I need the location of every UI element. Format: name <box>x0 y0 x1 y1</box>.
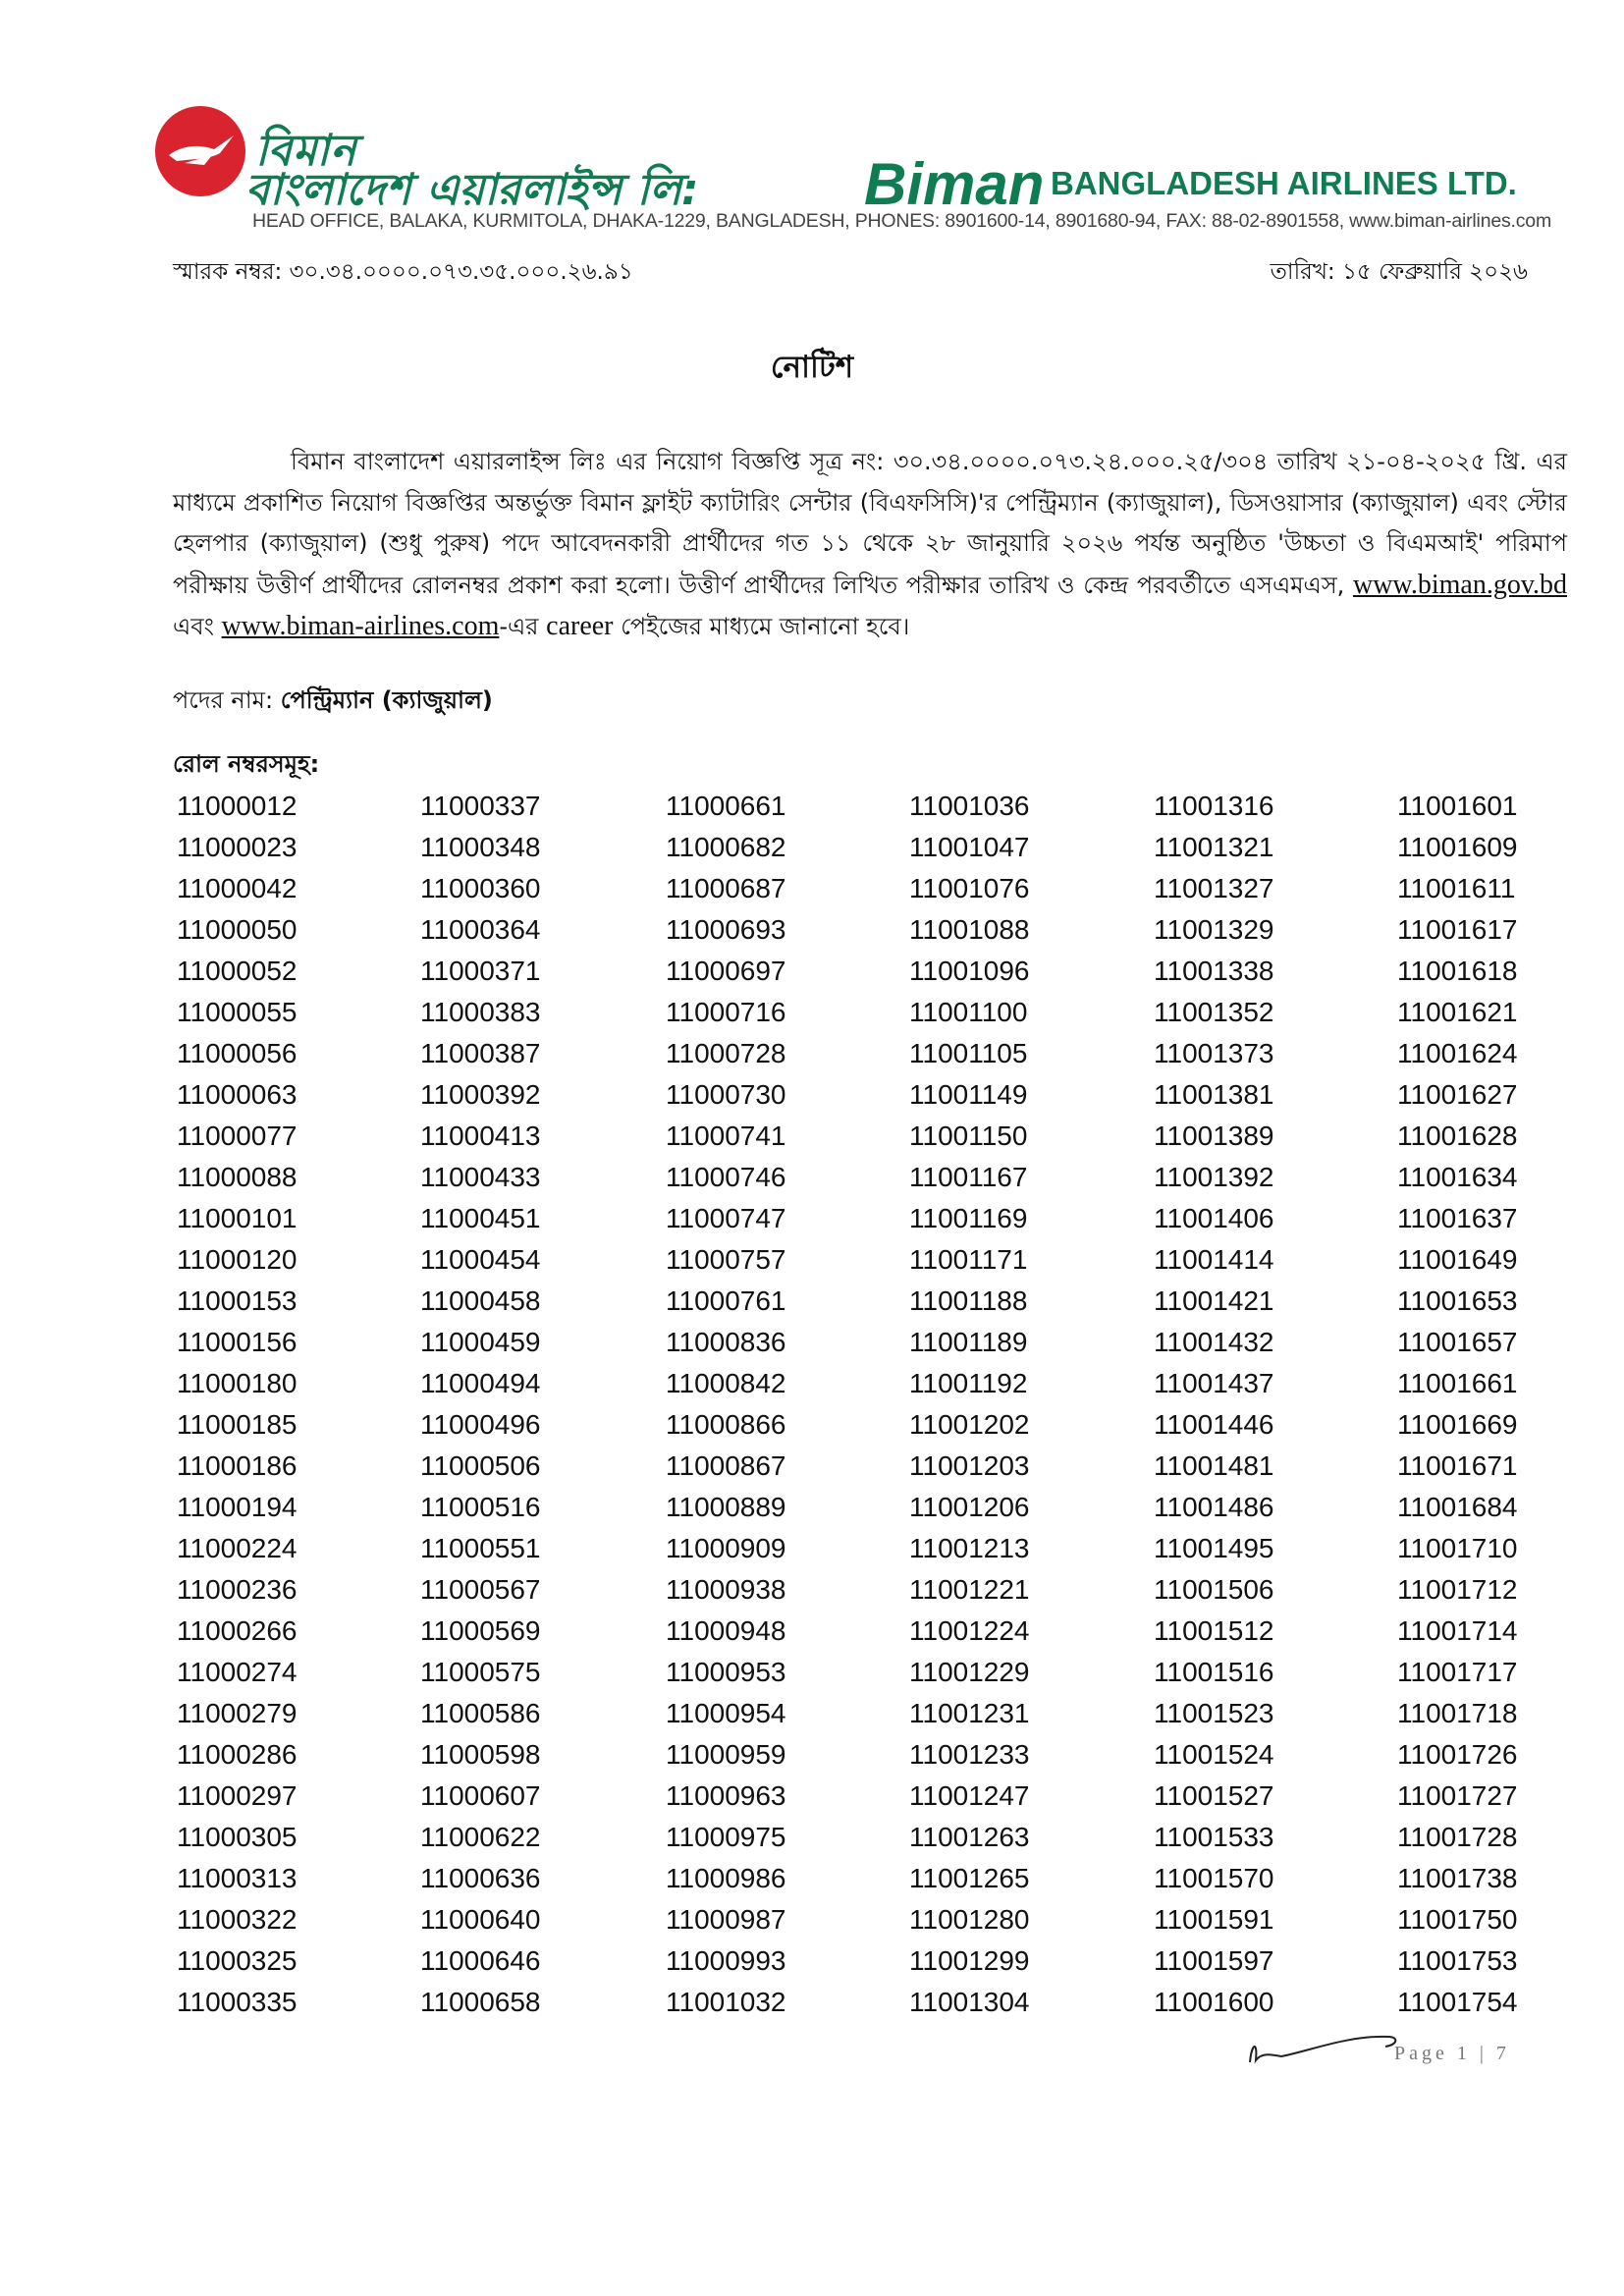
roll-number: 11001661 <box>1397 1368 1518 1398</box>
roll-number: 11001611 <box>1397 873 1516 903</box>
roll-number: 11000761 <box>666 1285 786 1316</box>
roll-number: 11000954 <box>666 1698 786 1728</box>
roll-number: 11001506 <box>1154 1574 1274 1605</box>
roll-number: 11000023 <box>177 832 298 862</box>
roll-number: 11001100 <box>909 997 1028 1027</box>
roll-number: 11001649 <box>1397 1244 1518 1275</box>
roll-numbers-heading: রোল নম্বরসমূহ: <box>173 750 320 778</box>
roll-number: 11001263 <box>909 1822 1030 1852</box>
roll-number: 11000682 <box>666 832 786 862</box>
roll-number: 11001726 <box>1397 1739 1518 1770</box>
roll-number-table <box>177 786 1581 2023</box>
roll-number: 11001149 <box>909 1079 1028 1110</box>
roll-number: 11000451 <box>420 1203 541 1233</box>
roll-number: 11000185 <box>177 1409 298 1440</box>
roll-number: 11001213 <box>909 1533 1030 1563</box>
roll-number: 11000975 <box>666 1822 786 1852</box>
biman-logo-icon <box>155 106 245 196</box>
roll-number: 11001327 <box>1154 873 1274 903</box>
roll-number: 11001202 <box>909 1409 1030 1440</box>
roll-number: 11000867 <box>666 1450 786 1481</box>
roll-number: 11000728 <box>666 1038 786 1068</box>
roll-number: 11001150 <box>909 1121 1028 1151</box>
roll-number: 11001718 <box>1397 1698 1518 1728</box>
roll-number: 11001047 <box>909 832 1030 862</box>
roll-number: 11001523 <box>1154 1698 1274 1728</box>
roll-number: 11001299 <box>909 1945 1030 1976</box>
notice-title: নোটিশ <box>770 350 854 385</box>
roll-number: 11001316 <box>1154 791 1274 821</box>
roll-number: 11001189 <box>909 1327 1028 1357</box>
roll-number: 11000056 <box>177 1038 298 1068</box>
roll-number: 11000313 <box>177 1863 298 1893</box>
roll-number: 11000286 <box>177 1739 298 1770</box>
memo-date: তারিখ: ১৫ ফেব্রুয়ারি ২০২৬ <box>1270 259 1528 285</box>
roll-number: 11001671 <box>1397 1450 1518 1481</box>
brand-name-bangla: বাংলাদেশ এয়ারলাইন্স লি: <box>245 165 699 215</box>
roll-number: 11000993 <box>666 1945 786 1976</box>
roll-number: 11000348 <box>420 832 541 862</box>
roll-number: 11001669 <box>1397 1409 1518 1440</box>
roll-number: 11001481 <box>1154 1450 1274 1481</box>
roll-number: 11001754 <box>1397 1987 1518 2017</box>
roll-number: 11000757 <box>666 1244 786 1275</box>
roll-number: 11000055 <box>177 997 298 1027</box>
roll-number: 11001717 <box>1397 1657 1518 1687</box>
roll-number: 11000101 <box>177 1203 298 1233</box>
roll-number: 11001414 <box>1154 1244 1274 1275</box>
roll-number: 11001247 <box>909 1780 1030 1811</box>
career-word: career <box>546 611 614 641</box>
roll-number: 11000741 <box>666 1121 786 1151</box>
roll-number: 11001446 <box>1154 1409 1274 1440</box>
roll-number: 11000050 <box>177 914 298 945</box>
roll-number: 11000569 <box>420 1615 541 1646</box>
roll-number: 11000697 <box>666 956 786 986</box>
roll-number: 11001637 <box>1397 1203 1518 1233</box>
roll-number: 11000387 <box>420 1038 541 1068</box>
signature-icon <box>1242 2023 1409 2076</box>
roll-number: 11001167 <box>909 1162 1028 1192</box>
head-office-address: HEAD OFFICE, BALAKA, KURMITOLA, DHAKA-1229, BANGLADESH, PHONES: 8901600-14, 8901680-94, FAX: 88-02-8901558, www.biman-airlines.com <box>252 210 1551 232</box>
roll-number: 11001628 <box>1397 1121 1518 1151</box>
roll-number: 11001188 <box>909 1285 1028 1316</box>
roll-number: 11000567 <box>420 1574 541 1605</box>
roll-number: 11000458 <box>420 1285 541 1316</box>
roll-number: 11001421 <box>1154 1285 1274 1316</box>
roll-number: 11001032 <box>666 1987 786 2017</box>
roll-number: 11000636 <box>420 1863 541 1893</box>
roll-number: 11000088 <box>177 1162 298 1192</box>
roll-number: 11001265 <box>909 1863 1030 1893</box>
roll-number: 11000953 <box>666 1657 786 1687</box>
roll-number: 11001621 <box>1397 997 1518 1027</box>
roll-number: 11000156 <box>177 1327 298 1357</box>
roll-number: 11000274 <box>177 1657 298 1687</box>
roll-number: 11000963 <box>666 1780 786 1811</box>
roll-number: 11000640 <box>420 1904 541 1935</box>
roll-number: 11000646 <box>420 1945 541 1976</box>
roll-number: 11000747 <box>666 1203 786 1233</box>
roll-number: 11001601 <box>1397 791 1518 821</box>
roll-number: 11000575 <box>420 1657 541 1687</box>
roll-number: 11001627 <box>1397 1079 1518 1110</box>
biman-airlines-link[interactable]: www.biman-airlines.com <box>221 611 500 641</box>
roll-number: 11001750 <box>1397 1904 1518 1935</box>
roll-number: 11001373 <box>1154 1038 1274 1068</box>
roll-number: 11001570 <box>1154 1863 1274 1893</box>
post-label: পদের নাম: <box>173 686 274 714</box>
roll-number: 11000496 <box>420 1409 541 1440</box>
roll-number: 11000335 <box>177 1987 298 2017</box>
roll-number: 11001728 <box>1397 1822 1518 1852</box>
roll-number: 11000297 <box>177 1780 298 1811</box>
roll-number: 11000551 <box>420 1533 541 1563</box>
post-name: পেন্ট্রিম্যান (ক্যাজুয়াল) <box>280 686 493 714</box>
roll-number: 11001486 <box>1154 1492 1274 1522</box>
roll-number: 11001712 <box>1397 1574 1518 1605</box>
roll-number: 11001618 <box>1397 956 1518 986</box>
roll-number: 11000077 <box>177 1121 298 1151</box>
roll-number: 11001192 <box>909 1368 1028 1398</box>
roll-number: 11001437 <box>1154 1368 1274 1398</box>
letterhead <box>147 98 1551 241</box>
roll-number: 11000842 <box>666 1368 786 1398</box>
roll-number: 11001597 <box>1154 1945 1274 1976</box>
roll-number: 11001624 <box>1397 1038 1518 1068</box>
roll-number: 11000433 <box>420 1162 541 1192</box>
roll-number: 11001727 <box>1397 1780 1518 1811</box>
roll-number: 11000305 <box>177 1822 298 1852</box>
roll-number: 11000224 <box>177 1533 298 1563</box>
roll-number: 11000716 <box>666 997 786 1027</box>
roll-number: 11000938 <box>666 1574 786 1605</box>
roll-number: 11001338 <box>1154 956 1274 986</box>
roll-number: 11000186 <box>177 1450 298 1481</box>
roll-number: 11001280 <box>909 1904 1030 1935</box>
roll-number: 11000693 <box>666 914 786 945</box>
stork-icon <box>155 106 245 196</box>
roll-number: 11001617 <box>1397 914 1518 945</box>
roll-number: 11001684 <box>1397 1492 1518 1522</box>
roll-number: 11000337 <box>420 791 541 821</box>
roll-column <box>1397 786 1594 2023</box>
roll-number: 11000586 <box>420 1698 541 1728</box>
brand-name-biman: Biman <box>864 151 1045 217</box>
roll-number: 11000360 <box>420 873 541 903</box>
roll-number: 11001203 <box>909 1450 1030 1481</box>
roll-number: 11000622 <box>420 1822 541 1852</box>
roll-number: 11001600 <box>1154 1987 1274 2017</box>
roll-number: 11001714 <box>1397 1615 1518 1646</box>
biman-gov-link[interactable]: www.biman.gov.bd <box>1352 569 1567 600</box>
roll-number: 11000986 <box>666 1863 786 1893</box>
notice-body <box>173 442 1567 648</box>
roll-number: 11000687 <box>666 873 786 903</box>
roll-number: 11001653 <box>1397 1285 1518 1316</box>
roll-number: 11001105 <box>909 1038 1028 1068</box>
roll-number: 11001710 <box>1397 1533 1518 1563</box>
roll-number: 11001527 <box>1154 1780 1274 1811</box>
roll-number: 11001516 <box>1154 1657 1274 1687</box>
roll-column <box>177 786 373 2023</box>
roll-number: 11001096 <box>909 956 1030 986</box>
post-name-line <box>173 683 493 722</box>
roll-number: 11000866 <box>666 1409 786 1440</box>
roll-number: 11001352 <box>1154 997 1274 1027</box>
roll-number: 11000236 <box>177 1574 298 1605</box>
roll-number: 11000325 <box>177 1945 298 1976</box>
roll-number: 11000454 <box>420 1244 541 1275</box>
roll-number: 11000494 <box>420 1368 541 1398</box>
roll-number: 11000052 <box>177 956 298 986</box>
roll-number: 11001036 <box>909 791 1030 821</box>
roll-number: 11000607 <box>420 1780 541 1811</box>
roll-number: 11001229 <box>909 1657 1030 1687</box>
brand-name-bangla-top: বিমান <box>255 126 357 176</box>
roll-number: 11001634 <box>1397 1162 1518 1192</box>
roll-number: 11000661 <box>666 791 786 821</box>
roll-column <box>909 786 1106 2023</box>
roll-number: 11000012 <box>177 791 298 821</box>
roll-number: 11000598 <box>420 1739 541 1770</box>
roll-number: 11001221 <box>909 1574 1030 1605</box>
and-text: এবং <box>173 613 214 640</box>
roll-number: 11001512 <box>1154 1615 1274 1646</box>
roll-number: 11001233 <box>909 1739 1030 1770</box>
roll-number: 11000959 <box>666 1739 786 1770</box>
roll-number: 11001389 <box>1154 1121 1274 1151</box>
roll-number: 11001738 <box>1397 1863 1518 1893</box>
roll-number: 11001591 <box>1154 1904 1274 1935</box>
roll-number: 11000153 <box>177 1285 298 1316</box>
roll-number: 11000948 <box>666 1615 786 1646</box>
roll-number: 11000836 <box>666 1327 786 1357</box>
roll-number: 11000371 <box>420 956 541 986</box>
roll-number: 11001392 <box>1154 1162 1274 1192</box>
roll-number: 11000459 <box>420 1327 541 1357</box>
roll-number: 11001088 <box>909 914 1030 945</box>
roll-number: 11000180 <box>177 1368 298 1398</box>
roll-number: 11001381 <box>1154 1079 1274 1110</box>
roll-number: 11000746 <box>666 1162 786 1192</box>
roll-number: 11000322 <box>177 1904 298 1935</box>
roll-number: 11001231 <box>909 1698 1030 1728</box>
roll-number: 11000194 <box>177 1492 298 1522</box>
roll-number: 11001224 <box>909 1615 1030 1646</box>
roll-number: 11001533 <box>1154 1822 1274 1852</box>
roll-number: 11001432 <box>1154 1327 1274 1357</box>
roll-number: 11000658 <box>420 1987 541 2017</box>
roll-number: 11001329 <box>1154 914 1274 945</box>
roll-number: 11001609 <box>1397 832 1518 862</box>
roll-number: 11000120 <box>177 1244 298 1275</box>
roll-number: 11000383 <box>420 997 541 1027</box>
roll-number: 11001753 <box>1397 1945 1518 1976</box>
roll-number: 11000516 <box>420 1492 541 1522</box>
memo-reference: স্মারক নম্বর: ৩০.৩৪.০০০০.০৭৩.৩৫.০০০.২৬.৯১ <box>173 259 633 285</box>
roll-number: 11000987 <box>666 1904 786 1935</box>
roll-number: 11000392 <box>420 1079 541 1110</box>
brand-name-english: BANGLADESH AIRLINES LTD. <box>1051 165 1517 201</box>
roll-number: 11000889 <box>666 1492 786 1522</box>
roll-number: 11000266 <box>177 1615 298 1646</box>
roll-number: 11001524 <box>1154 1739 1274 1770</box>
roll-column <box>420 786 617 2023</box>
notice-body-end: পেইজের মাধ্যমে জানানো হবে। <box>621 613 910 640</box>
roll-number: 11001495 <box>1154 1533 1274 1563</box>
roll-column <box>1154 786 1350 2023</box>
roll-number: 11001171 <box>909 1244 1028 1275</box>
roll-number: 11000279 <box>177 1698 298 1728</box>
link-suffix: -এর <box>499 613 539 640</box>
roll-number: 11001657 <box>1397 1327 1518 1357</box>
roll-number: 11000042 <box>177 873 298 903</box>
roll-number: 11001169 <box>909 1203 1028 1233</box>
notice-body-text: বিমান বাংলাদেশ এয়ারলাইন্স লিঃ এর নিয়োগ বিজ্ঞপ্তি সূত্র নং: ৩০.৩৪.০০০০.০৭৩.২৪.০০০.২৫/৩০৪ তারিখ ২১-০৪-২০২৫ খ্রি. এর মাধ্যমে প্রকাশিত নিয়োগ বিজ্ঞপ্তির অন্তর্ভুক্ত বিমান ফ্লাইট ক্যাটারিং সেন্টার (বিএফসিসি)'র পেন্ট্রিম্যান (ক্যাজুয়াল), ডিসওয়াসার (ক্যাজুয়াল) এবং স্টোর হেলপার (ক্যাজুয়াল) (শুধু পুরুষ) পদে আবেদনকারী প্রার্থীদের গত ১১ থেকে ২৮ জানুয়ারি ২০২৬ পর্যন্ত অনুষ্ঠিত 'উচ্চতা ও বিএমআই' পরিমাপ পরীক্ষায় উত্তীর্ণ প্রার্থীদের রোলনম্বর প্রকাশ করা হলো। উত্তীর্ণ প্রার্থীদের লিখিত পরীক্ষার তারিখ ও কেন্দ্র পরবর্তীতে এসএমএস, <box>173 448 1568 599</box>
roll-number: 11000730 <box>666 1079 786 1110</box>
roll-number: 11000506 <box>420 1450 541 1481</box>
roll-number: 11000364 <box>420 914 541 945</box>
roll-number: 11001321 <box>1154 832 1274 862</box>
roll-number: 11001406 <box>1154 1203 1274 1233</box>
roll-column <box>666 786 862 2023</box>
roll-number: 11001076 <box>909 873 1030 903</box>
roll-number: 11000413 <box>420 1121 541 1151</box>
roll-number: 11001206 <box>909 1492 1030 1522</box>
page-number: Page 1 | 7 <box>1394 2043 1510 2064</box>
roll-number: 11000063 <box>177 1079 298 1110</box>
roll-number: 11000909 <box>666 1533 786 1563</box>
roll-number: 11001304 <box>909 1987 1030 2017</box>
